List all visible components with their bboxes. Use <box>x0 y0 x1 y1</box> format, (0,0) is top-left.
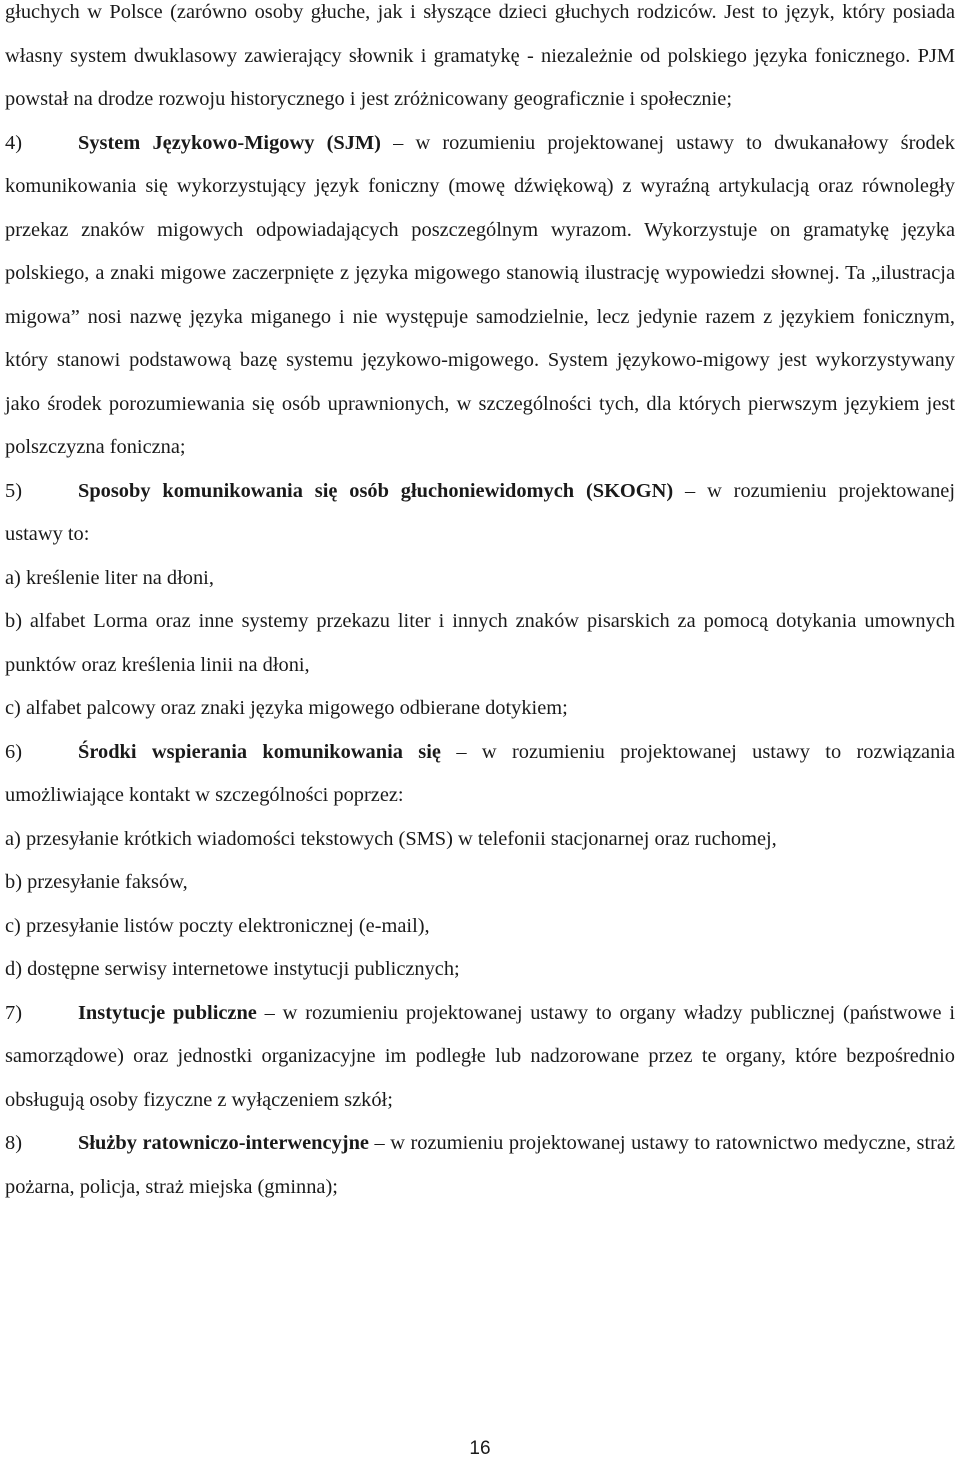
document-body <box>5 0 955 1209</box>
sub-item: d) dostępne serwisy internetowe instytucji publicznych; <box>5 958 460 980</box>
definition-item <box>5 1122 955 1209</box>
item-dash: – <box>256 1001 275 1024</box>
sub-item: c) alfabet palcowy oraz znaki języka migowego odbierane dotykiem; <box>5 697 568 719</box>
item-term: Środki wspierania komunikowania się <box>78 740 441 763</box>
item-number: 7) <box>5 1001 22 1024</box>
item-dash: – <box>673 479 696 502</box>
sub-item: b) przesyłanie faksów, <box>5 871 188 893</box>
item-number: 4) <box>5 131 22 154</box>
definition-item <box>5 122 955 470</box>
sub-item: a) kreślenie liter na dłoni, <box>5 566 214 589</box>
definition-item <box>5 470 955 557</box>
item-term: Instytucje publiczne <box>78 1001 257 1024</box>
item-text: w rozumieniu projektowanej ustawy to dwukanałowy środek komunikowania się wykorzystujący język foniczny (mowę dźwiękową) z wyraźną artykulacją oraz równoległy przekaz znaków migowych odpowiadających poszczególnym wyrazom. Wykorzystuje on gramatykę języka polskiego, a znaki migowe zaczerpnięte z języka migowego stanowią ilustrację wypowiedzi słownej. Ta „ilustracja migowa” nosi nazwę języka miganego i nie występuje samodzielnie, lecz jedynie razem z językiem fonicznym, który stanowi podstawową bazę systemu językowo-migowego. System językowo-migowy jest wykorzystywany jako środek porozumiewania się osób uprawnionych, w szczególności tych, dla których pierwszym językiem jest polszczyzna foniczna; <box>5 131 955 458</box>
item-text: w rozumieniu projektowanej ustawy to rozwiązania umożliwiające kontakt w szczególności poprzez: <box>5 740 955 806</box>
item-text: w rozumieniu projektowanej ustawy to organy władzy publicznej (państwowe i samorządowe) oraz jednostki organizacyjne im podległe lub nadzorowane przez te organy, które bezpośrednio obsługują osoby fizyczne z wyłączeniem szkół; <box>5 1001 955 1111</box>
item-text: w rozumieniu projektowanej ustawy to: <box>5 479 955 545</box>
definition-list <box>5 122 955 1210</box>
item-term: Służby ratowniczo-interwencyjne <box>78 1132 369 1154</box>
definition-item <box>5 992 955 1123</box>
item-number: 5) <box>5 479 22 502</box>
item-dash: – <box>380 131 404 154</box>
item-dash: – <box>368 1132 385 1154</box>
item-number: 8) <box>5 1132 22 1154</box>
intro-paragraph: głuchych w Polsce (zarówno osoby głuche, jak i słyszące dzieci głuchych rodziców. Jest to język, który posiada własny system dwuklasowy zawierający słownik i gramatykę - niezależnie od polskiego języka fonicznego. PJM powstał na drodze rozwoju historycznego i jest zróżnicowany geograficznie i społecznie; <box>5 1 955 110</box>
page-number: 16 <box>469 1438 491 1459</box>
definition-item <box>5 731 955 818</box>
item-dash: – <box>440 740 467 763</box>
item-term: System Językowo-Migowy (SJM) <box>78 131 381 154</box>
sub-item: c) przesyłanie listów poczty elektronicznej (e-mail), <box>5 914 430 937</box>
item-text: w rozumieniu projektowanej ustawy to ratownictwo medyczne, straż pożarna, policja, straż miejska (gminna); <box>5 1132 955 1198</box>
sub-item: a) przesyłanie krótkich wiadomości tekstowych (SMS) w telefonii stacjonarnej oraz ruchomej, <box>5 827 777 850</box>
item-term: Sposoby komunikowania się osób głuchoniewidomych (SKOGN) <box>78 479 674 502</box>
sub-item: b) alfabet Lorma oraz inne systemy przekazu liter i innych znaków pisarskich za pomocą dotykania umownych punktów oraz kreślenia linii na dłoni, <box>5 610 955 676</box>
item-number: 6) <box>5 740 22 763</box>
